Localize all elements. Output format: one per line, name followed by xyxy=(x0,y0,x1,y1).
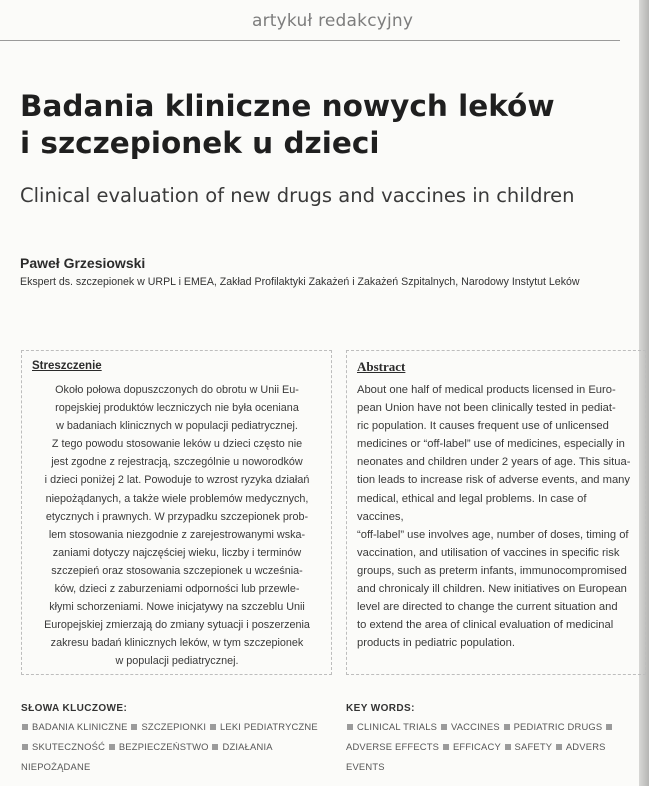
keywords-english-heading: KEY WORDS: xyxy=(346,703,415,714)
square-bullet-icon xyxy=(505,744,511,750)
header-rule xyxy=(0,40,620,41)
section-label: artykuł redakcyjny xyxy=(252,11,414,31)
abstract-line: products in pediatric population. xyxy=(357,637,515,650)
square-bullet-icon xyxy=(443,744,449,750)
square-bullet-icon xyxy=(22,724,28,730)
abstract-polish-box xyxy=(21,350,332,675)
article-title-polish xyxy=(20,88,620,162)
keywords-polish-list xyxy=(21,717,321,777)
abstract-line: level are directed to change the current situation and xyxy=(357,601,618,614)
abstract-line: medicines or “off-label” use of medicines, especially in xyxy=(357,438,625,451)
square-bullet-icon xyxy=(109,744,115,750)
square-bullet-icon xyxy=(212,744,218,750)
abstract-line: jest zgodne z rejestracją, szczególnie u noworodków xyxy=(51,456,303,469)
keyword: EFFICACY xyxy=(452,741,501,752)
abstract-line: zaniami dotyczy najczęściej wieku, liczby i terminów xyxy=(52,546,302,559)
keywords-polish-heading: SŁOWA KLUCZOWE: xyxy=(21,703,128,714)
keyword: SAFETY xyxy=(514,741,553,752)
abstract-polish-text xyxy=(32,381,322,671)
abstract-line: niepożądanych, a także wiele problemów medycznych, xyxy=(45,492,309,505)
keyword: BEZPIECZEŃSTWO xyxy=(118,741,209,752)
keyword: SKUTECZNOŚĆ xyxy=(32,741,106,752)
keyword: ADVERS EVENTS xyxy=(346,741,606,772)
abstract-line: Europejskiej zmierzają do zmiany sytuacji i poszerzenia xyxy=(44,619,310,632)
abstract-line: About one half of medical products licensed in Euro- xyxy=(357,384,616,396)
abstract-line: ropejskiej produktów leczniczych nie była oceniana xyxy=(55,402,299,415)
abstract-line: lem stosowania niezgodnie z zarejestrowanymi wska- xyxy=(48,528,306,541)
keyword: SZCZEPIONKI xyxy=(141,721,207,732)
keyword: ADVERSE EFFECTS xyxy=(346,741,440,752)
square-bullet-icon xyxy=(504,724,510,730)
abstract-line: “off-label” use involves age, number of doses, timing of xyxy=(357,528,629,541)
abstract-english-text xyxy=(357,381,636,652)
abstract-line: w badaniach klinicznych w populacji pediatrycznej. xyxy=(56,420,298,433)
abstract-line: zakresu badań klinicznych leków, w tym szczepionek xyxy=(50,637,304,650)
abstract-line: szczepień oraz stosowania szczepionek u wcześnia- xyxy=(51,564,303,577)
keyword: CLINICAL TRIALS xyxy=(357,721,438,732)
keyword: PEDIATRIC DRUGS xyxy=(513,721,603,732)
keyword: VACCINES xyxy=(450,721,500,732)
abstract-line: ric population. It causes frequent use of unlicensed xyxy=(357,420,609,433)
author-name: Paweł Grzesiowski xyxy=(20,255,146,271)
abstract-line: and chronicaly ill children. New initiatives on European xyxy=(357,583,627,596)
abstract-line: pean Union have not been clinically tested in pediat- xyxy=(357,402,616,415)
abstract-english-box xyxy=(346,350,646,675)
abstract-line: Około połowa dopuszczonych do obrotu w Unii Eu- xyxy=(55,384,299,396)
square-bullet-icon xyxy=(441,724,447,730)
abstract-line: ków, dzieci z zaburzeniami odporności lub przewle- xyxy=(54,583,300,596)
abstract-line: to extend the area of clinical evaluation of medicinal xyxy=(357,619,614,632)
abstract-line: tion leads to increase risk of adverse events, and many xyxy=(357,474,630,487)
square-bullet-icon xyxy=(606,724,612,730)
abstract-line: vaccination, and utilisation of vaccines in specific risk xyxy=(357,546,620,559)
square-bullet-icon xyxy=(22,744,28,750)
abstract-english-heading: Abstract xyxy=(357,359,406,374)
abstract-line: i dzieci poniżej 2 lat. Powoduje to wzrost ryzyka działań xyxy=(44,474,310,487)
abstract-line: Z tego powodu stosowanie leków u dzieci często nie xyxy=(51,438,303,451)
article-title-english: Clinical evaluation of new drugs and vaccines in children xyxy=(20,184,575,207)
square-bullet-icon xyxy=(131,724,137,730)
abstract-line: medical, ethical and legal problems. In case of vaccines, xyxy=(357,492,587,523)
author-affiliation: Ekspert ds. szczepionek w URPL i EMEA, Zakład Profilaktyki Zakażeń i Zakażeń Szpitalnych, Narodowy Instytut Leków xyxy=(20,276,580,288)
square-bullet-icon xyxy=(347,724,353,730)
keyword: DZIAŁANIA NIEPOŻĄDANE xyxy=(21,741,273,772)
abstract-line: w populacji pediatrycznej. xyxy=(115,655,239,668)
keyword: BADANIA KLINICZNE xyxy=(32,721,128,732)
abstract-polish-heading: Streszczenie xyxy=(32,360,102,372)
keyword: LEKI PEDIATRYCZNE xyxy=(219,721,318,732)
square-bullet-icon xyxy=(556,744,562,750)
abstract-line: kłymi schorzeniami. Nowe inicjatywy na szczeblu Unii xyxy=(49,601,305,614)
abstract-line: groups, such as preterm infants, immunocompromised xyxy=(357,564,627,577)
abstract-line: etycznych i prawnych. W przypadku szczepionek prob- xyxy=(45,510,309,523)
square-bullet-icon xyxy=(210,724,216,730)
title-line-2: i szczepionek u dzieci xyxy=(20,126,380,160)
abstract-line: neonates and children under 2 years of age. This situa- xyxy=(357,456,631,469)
title-line-1: Badania kliniczne nowych leków xyxy=(20,89,555,123)
keywords-english-list xyxy=(346,717,646,777)
